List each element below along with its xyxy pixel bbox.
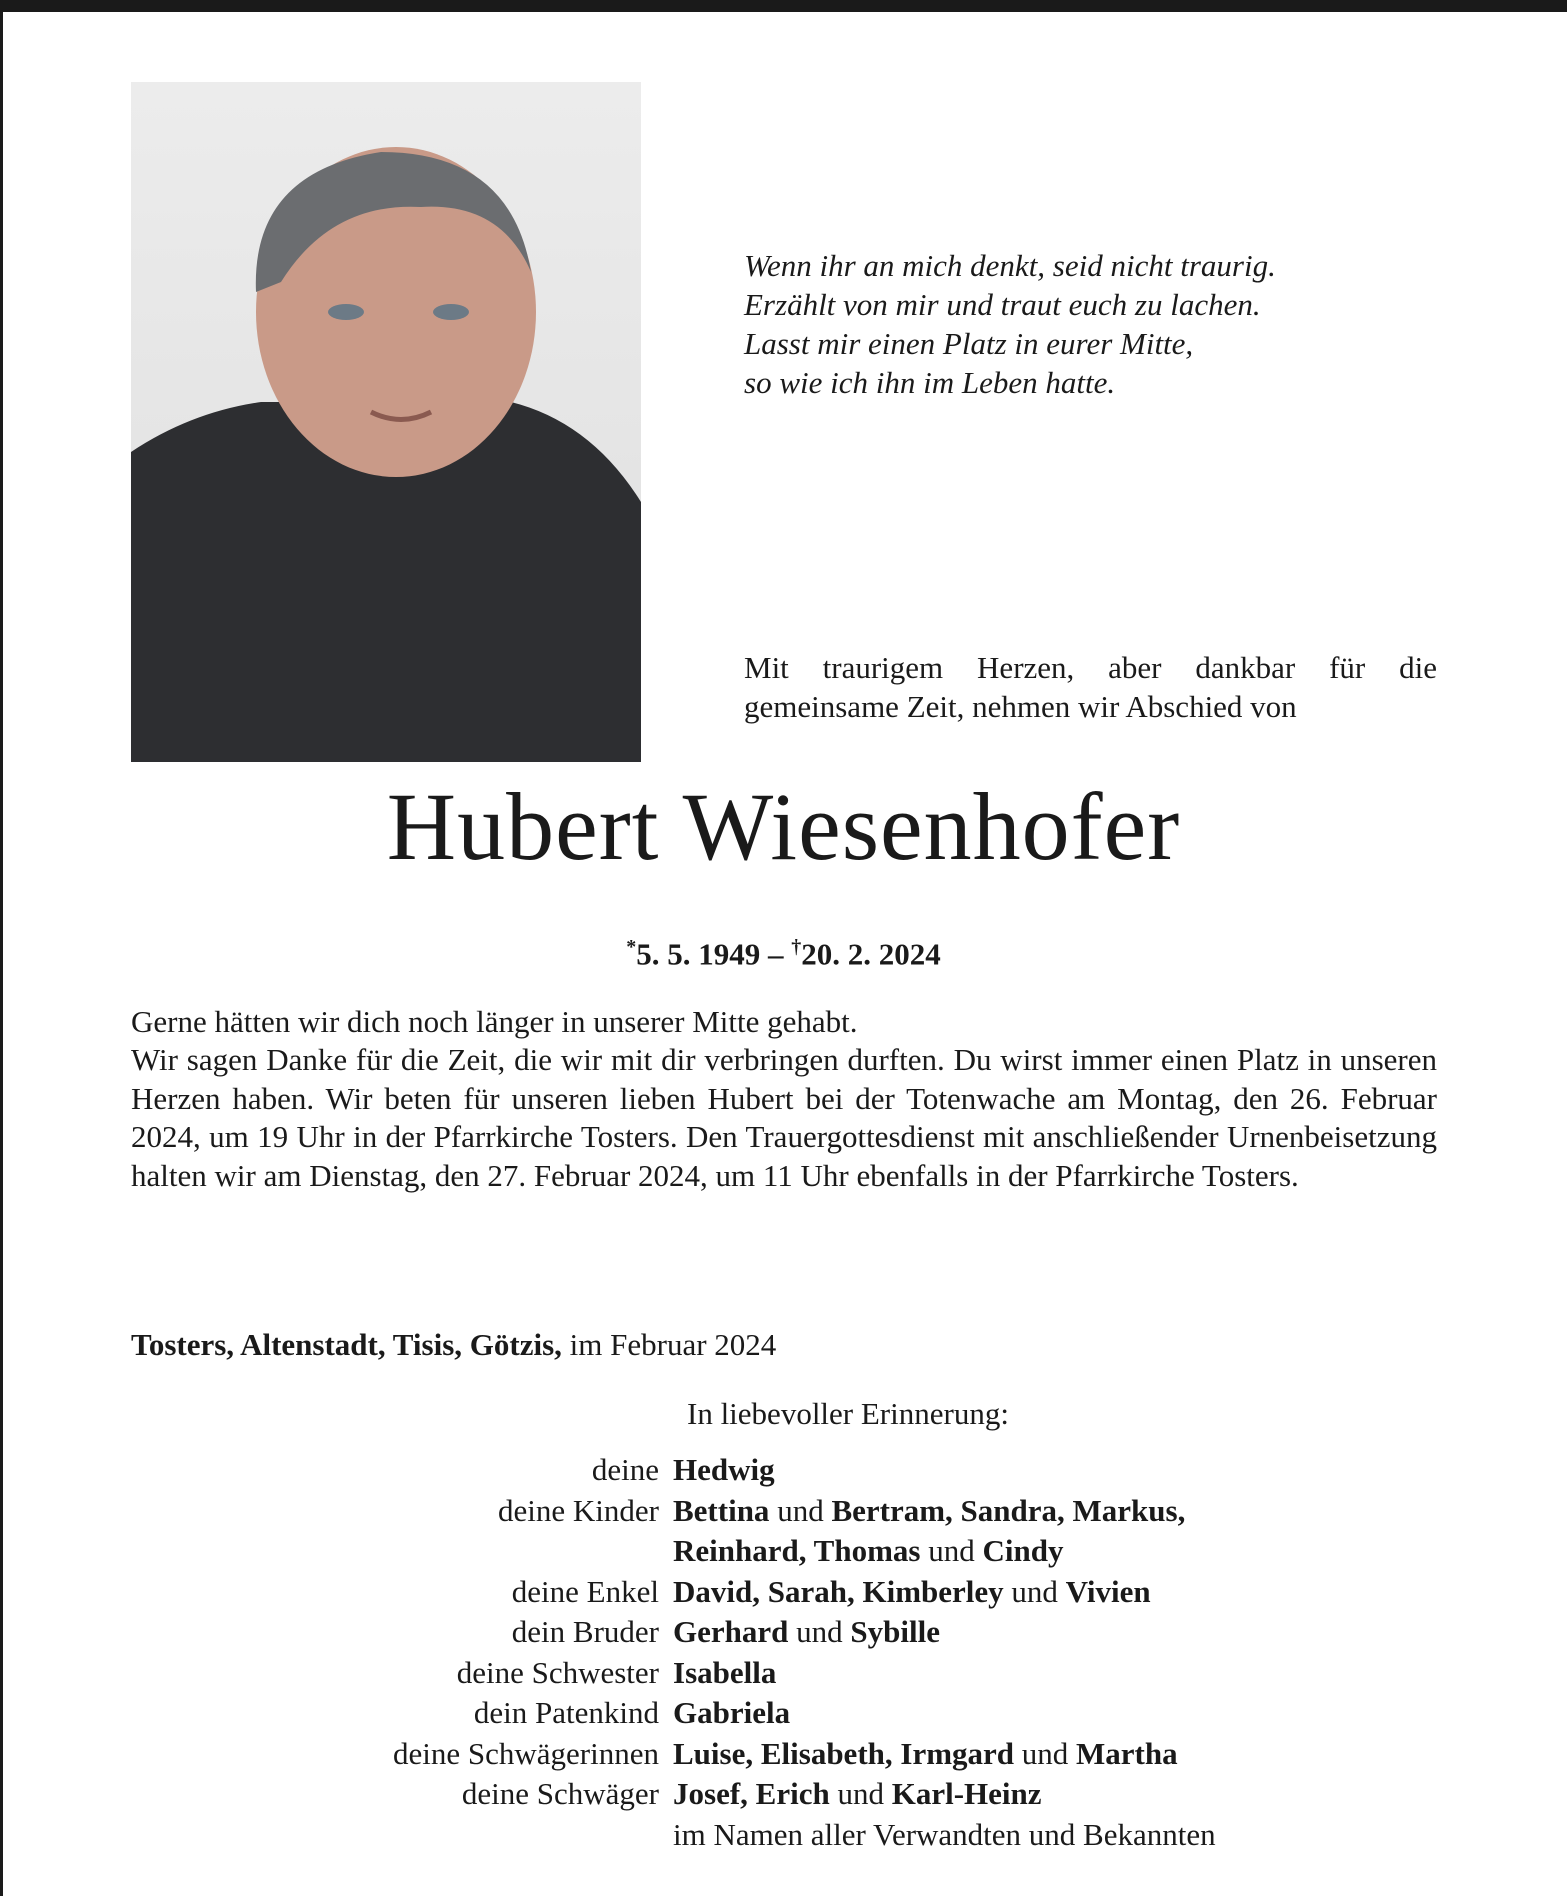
- mourner-names: [673, 1774, 1042, 1815]
- mourner-row: [0, 1612, 1567, 1653]
- portrait-photo: [131, 82, 641, 762]
- death-date: 20. 2. 2024: [801, 936, 941, 972]
- mourner-names: [673, 1450, 775, 1491]
- mourner-name: Bettina: [673, 1492, 770, 1528]
- connector-text: und: [829, 1776, 892, 1811]
- relation-label: [0, 1815, 673, 1856]
- mourner-row: [0, 1572, 1567, 1613]
- poem: [744, 246, 1276, 402]
- mourner-names: [673, 1612, 940, 1653]
- mourner-name: Hedwig: [673, 1452, 775, 1487]
- mourner-names: [673, 1572, 1151, 1613]
- towns: Tosters, Altenstadt, Tisis, Götzis,: [131, 1327, 562, 1362]
- connector-text: und: [769, 1492, 832, 1528]
- place-date: [131, 1327, 776, 1363]
- mourner-row: [0, 1450, 1567, 1491]
- connector-text: und: [788, 1614, 851, 1649]
- body-text: [131, 1003, 1437, 1195]
- mourner-name: Karl-Heinz: [891, 1776, 1042, 1811]
- mourner-names: [673, 1653, 776, 1694]
- birth-date: 5. 5. 1949: [636, 936, 761, 972]
- mourner-name: Cindy: [982, 1533, 1064, 1568]
- mourner-name: Isabella: [673, 1654, 777, 1690]
- birth-symbol: *: [626, 936, 637, 958]
- life-dates: [0, 936, 1567, 972]
- relation-label: dein Bruder: [511, 1614, 659, 1649]
- relation-label: deine Enkel: [511, 1573, 659, 1609]
- connector-text: und: [920, 1533, 983, 1568]
- body-line: Gerne hätten wir dich noch länger in unserer Mitte gehabt.: [131, 1004, 858, 1039]
- mourner-name: Josef, Erich: [673, 1776, 830, 1811]
- mourner-name: Bertram, Sandra, Markus,: [831, 1492, 1186, 1528]
- mourner-row: [0, 1774, 1567, 1815]
- connector-text: im Namen aller Verwandten und Bekannten: [673, 1816, 1216, 1852]
- poem-line: so wie ich ihn im Leben hatte.: [744, 365, 1116, 400]
- mourner-row: [0, 1734, 1567, 1775]
- relation-label: deine: [591, 1452, 659, 1487]
- frame-border-top: [0, 0, 1567, 12]
- mourner-row: [0, 1653, 1567, 1694]
- connector-text: und: [1014, 1735, 1077, 1771]
- mourner-names: [673, 1693, 790, 1734]
- death-symbol: †: [791, 936, 802, 958]
- mourner-row: [0, 1815, 1567, 1856]
- body-paragraph: Wir sagen Danke für die Zeit, die wir mit dir verbringen durften. Du wirst immer einen Platz in unseren Herzen haben. Wir beten für unseren lieben Hubert bei der Totenwache am Montag, den 26. Februar 2024, um 19 Uhr in der Pfarrkirche Tosters. Den Trauergottesdienst mit anschließender Urnenbeisetzung halten wir am Dienstag, den 27. Februar 2024, um 11 Uhr ebenfalls in der Pfarrkirche Tosters.: [131, 1042, 1437, 1193]
- mourner-name: David, Sarah, Kimberley: [673, 1573, 1004, 1609]
- mourner-names: [673, 1531, 1063, 1572]
- mourner-row: [0, 1531, 1567, 1572]
- intro-text: Mit traurigem Herzen, aber dankbar für die gemeinsame Zeit, nehmen wir Abschied von: [744, 650, 1437, 724]
- relation-label: dein Patenkind: [473, 1695, 659, 1730]
- mourner-row: [0, 1693, 1567, 1734]
- relation-label: [0, 1531, 673, 1572]
- mourner-names: [673, 1734, 1178, 1775]
- poem-line: Erzählt von mir und traut euch zu lachen.: [744, 287, 1261, 322]
- mourner-name: Gerhard: [673, 1614, 789, 1649]
- date-separator: –: [760, 936, 792, 972]
- mourner-name: Vivien: [1065, 1573, 1151, 1609]
- mourner-name: Gabriela: [673, 1695, 791, 1730]
- poem-line: Wenn ihr an mich denkt, seid nicht traurig.: [744, 248, 1276, 283]
- month-year: im Februar 2024: [561, 1327, 777, 1362]
- mourner-row: [0, 1491, 1567, 1532]
- poem-line: Lasst mir einen Platz in eurer Mitte,: [744, 326, 1194, 361]
- mourner-names: [673, 1491, 1185, 1532]
- relation-label: deine Kinder: [498, 1492, 659, 1528]
- relation-label: deine Schwägerinnen: [393, 1735, 659, 1771]
- mourners-list: [0, 1450, 1567, 1855]
- relation-label: deine Schwester: [456, 1654, 659, 1690]
- mourner-names: [673, 1815, 1216, 1856]
- deceased-name: Hubert Wiesenhofer: [386, 773, 1181, 880]
- relation-label: deine Schwäger: [461, 1776, 659, 1811]
- mourner-name: Sybille: [850, 1614, 940, 1649]
- mourner-name: Reinhard, Thomas: [673, 1533, 921, 1568]
- mourner-name: Luise, Elisabeth, Irmgard: [673, 1735, 1015, 1771]
- memory-heading: In liebevoller Erinnerung:: [687, 1396, 1009, 1431]
- mourner-name: Martha: [1076, 1735, 1178, 1771]
- connector-text: und: [1003, 1573, 1066, 1609]
